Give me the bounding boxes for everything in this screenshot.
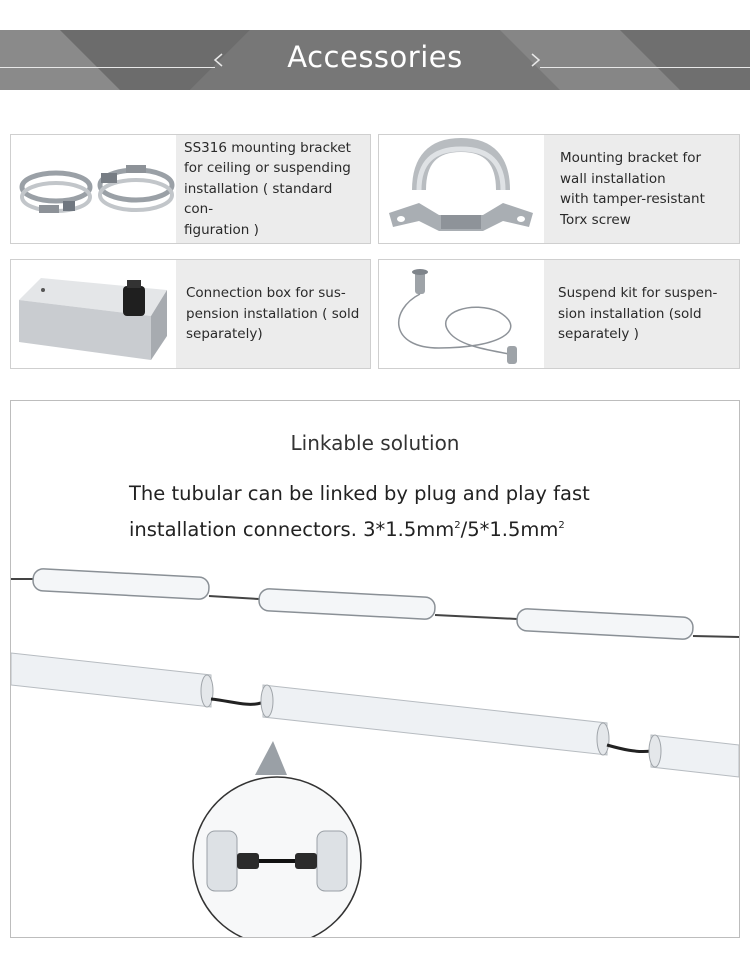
linkable-heading: Linkable solution xyxy=(290,431,460,455)
linkable-line-1: The tubular can be linked by plug and play fast xyxy=(129,482,590,505)
wall-bracket-image xyxy=(379,135,544,243)
accessory-card-suspend-kit xyxy=(378,259,740,369)
connection-box-image xyxy=(11,260,176,368)
accessory-description: Connection box for sus- pension installation ( sold separately) xyxy=(176,260,370,368)
page-title: Accessories xyxy=(287,40,463,74)
linkable-description xyxy=(129,478,689,546)
linkable-line-2: installation connectors. $3*1.5mm^2/5*1.5mm^2$ xyxy=(129,518,565,541)
linkable-solution-panel xyxy=(10,400,740,938)
linked-tubes-illustration xyxy=(11,551,739,937)
ceiling-bracket-image xyxy=(11,135,176,243)
accessory-description: Suspend kit for suspen- sion installation (sold separately ) xyxy=(544,260,739,368)
accessories-banner xyxy=(0,30,750,90)
accessory-description: Mounting bracket for wall installation with tamper-resistant Torx screw xyxy=(544,135,739,243)
accessory-description: SS316 mounting bracket for ceiling or suspending installation ( standard con- figuration ) xyxy=(176,135,370,243)
suspend-kit-image xyxy=(379,260,544,368)
accessory-card-ceiling-bracket xyxy=(10,134,371,244)
chevron-right-icon xyxy=(530,52,542,68)
banner-right-rule xyxy=(540,67,750,68)
accessory-card-connection-box xyxy=(10,259,371,369)
accessory-card-wall-bracket xyxy=(378,134,740,244)
